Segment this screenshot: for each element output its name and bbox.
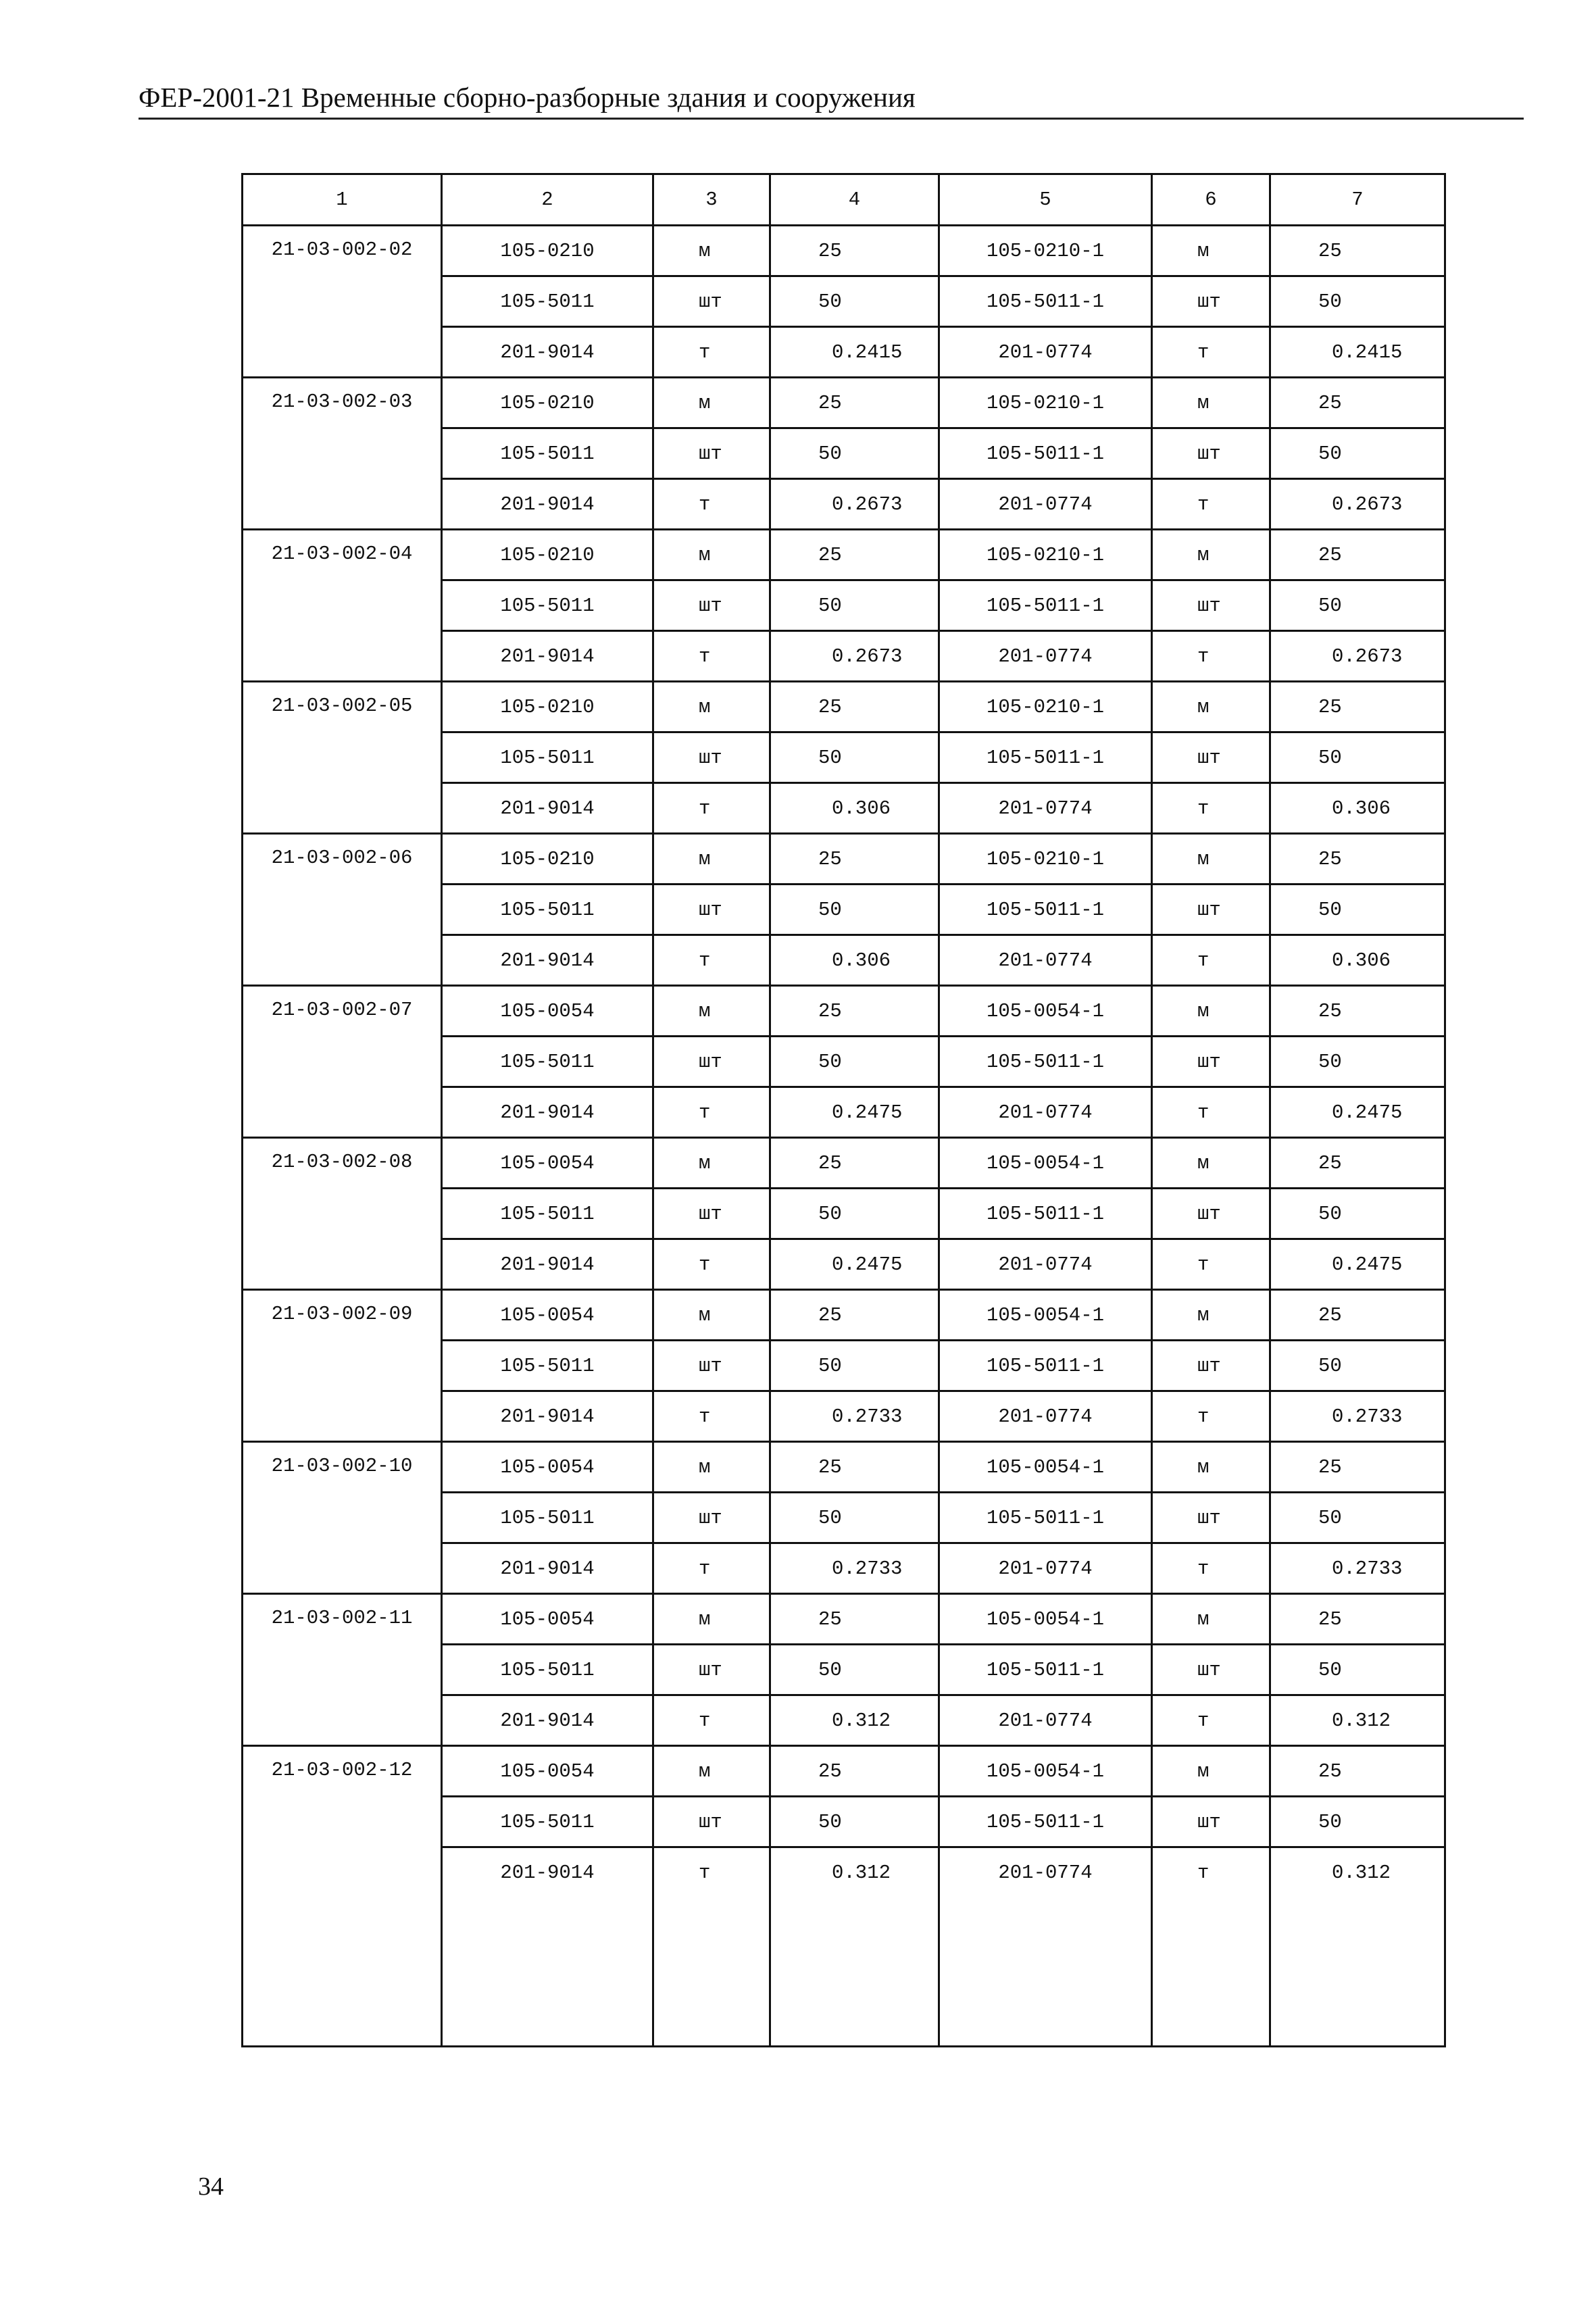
replacement-code-cell: 201-0774: [939, 327, 1152, 378]
quantity-cell: 0.2733: [770, 1391, 939, 1442]
replacement-quantity-cell: 50: [1270, 732, 1445, 783]
resource-code-cell: 201-9014: [442, 631, 653, 682]
blank-cell: [770, 1897, 939, 2047]
quantity-cell: 0.2475: [770, 1087, 939, 1138]
resource-code-cell: 105-5011: [442, 1341, 653, 1391]
quantity-cell: 50: [770, 276, 939, 327]
norm-code-cell: 21-03-002-02: [243, 226, 442, 378]
replacement-code-cell: 105-5011-1: [939, 1341, 1152, 1391]
replacement-code-cell: 201-0774: [939, 479, 1152, 530]
quantity-cell: 0.312: [770, 1847, 939, 1897]
unit-cell: т: [653, 1695, 770, 1746]
quantity-cell: 50: [770, 732, 939, 783]
replacement-quantity-cell: 25: [1270, 226, 1445, 276]
resource-code-cell: 105-0054: [442, 1442, 653, 1493]
unit-cell: шт: [653, 580, 770, 631]
table-row: [243, 1746, 1445, 1797]
unit-cell: т: [653, 1087, 770, 1138]
replacement-unit-cell: шт: [1152, 1189, 1270, 1239]
unit-cell: шт: [653, 1189, 770, 1239]
replacement-quantity-cell: 0.2733: [1270, 1391, 1445, 1442]
norm-code-cell: 21-03-002-04: [243, 530, 442, 682]
unit-cell: т: [653, 1239, 770, 1290]
replacement-unit-cell: шт: [1152, 885, 1270, 935]
resource-code-cell: 201-9014: [442, 1543, 653, 1594]
replacement-quantity-cell: 0.2475: [1270, 1087, 1445, 1138]
replacement-quantity-cell: 25: [1270, 1290, 1445, 1341]
replacement-unit-cell: т: [1152, 327, 1270, 378]
replacement-unit-cell: т: [1152, 783, 1270, 834]
column-header: 6: [1152, 174, 1270, 226]
replacement-code-cell: 201-0774: [939, 631, 1152, 682]
quantity-cell: 0.2475: [770, 1239, 939, 1290]
replacement-unit-cell: м: [1152, 682, 1270, 732]
resource-code-cell: 105-0054: [442, 1290, 653, 1341]
table-row: [243, 682, 1445, 732]
replacement-quantity-cell: 50: [1270, 1797, 1445, 1847]
replacement-quantity-cell: 0.2673: [1270, 631, 1445, 682]
replacement-unit-cell: т: [1152, 479, 1270, 530]
replacement-quantity-cell: 25: [1270, 1746, 1445, 1797]
unit-cell: м: [653, 1594, 770, 1645]
replacement-code-cell: 105-5011-1: [939, 428, 1152, 479]
replacement-quantity-cell: 0.2673: [1270, 479, 1445, 530]
quantity-cell: 50: [770, 1493, 939, 1543]
replacement-quantity-cell: 50: [1270, 1645, 1445, 1695]
replacement-code-cell: 201-0774: [939, 1391, 1152, 1442]
unit-cell: шт: [653, 1645, 770, 1695]
replacement-quantity-cell: 0.312: [1270, 1695, 1445, 1746]
replacement-unit-cell: шт: [1152, 1797, 1270, 1847]
replacement-quantity-cell: 50: [1270, 885, 1445, 935]
resource-code-cell: 201-9014: [442, 1087, 653, 1138]
norm-code-cell: 21-03-002-09: [243, 1290, 442, 1442]
unit-cell: шт: [653, 1341, 770, 1391]
replacement-code-cell: 105-5011-1: [939, 1797, 1152, 1847]
replacement-quantity-cell: 25: [1270, 986, 1445, 1037]
replacement-code-cell: 105-0054-1: [939, 1442, 1152, 1493]
table-row: [243, 834, 1445, 885]
replacement-code-cell: 201-0774: [939, 1087, 1152, 1138]
replacement-unit-cell: т: [1152, 1695, 1270, 1746]
resource-code-cell: 105-5011: [442, 276, 653, 327]
norm-code-cell: 21-03-002-06: [243, 834, 442, 986]
quantity-cell: 50: [770, 428, 939, 479]
quantity-cell: 0.2673: [770, 479, 939, 530]
unit-cell: т: [653, 327, 770, 378]
column-number-row: [243, 174, 1445, 226]
replacement-quantity-cell: 25: [1270, 378, 1445, 428]
resource-code-cell: 105-0210: [442, 378, 653, 428]
replacement-unit-cell: шт: [1152, 276, 1270, 327]
replacement-code-cell: 105-5011-1: [939, 276, 1152, 327]
unit-cell: шт: [653, 732, 770, 783]
unit-cell: т: [653, 631, 770, 682]
resource-code-cell: 105-0054: [442, 1138, 653, 1189]
replacement-code-cell: 105-0210-1: [939, 682, 1152, 732]
quantity-cell: 25: [770, 1442, 939, 1493]
table-row: [243, 530, 1445, 580]
table-row: [243, 1594, 1445, 1645]
resource-code-cell: 201-9014: [442, 327, 653, 378]
replacement-code-cell: 105-0210-1: [939, 834, 1152, 885]
table-row: [243, 986, 1445, 1037]
resource-code-cell: 105-5011: [442, 1189, 653, 1239]
replacement-code-cell: 201-0774: [939, 783, 1152, 834]
table-header: [243, 174, 1445, 226]
replacement-quantity-cell: 50: [1270, 1189, 1445, 1239]
table-row: [243, 1290, 1445, 1341]
resource-code-cell: 105-5011: [442, 885, 653, 935]
quantity-cell: 25: [770, 1138, 939, 1189]
replacement-code-cell: 105-5011-1: [939, 1189, 1152, 1239]
unit-cell: т: [653, 479, 770, 530]
blank-cell: [442, 1897, 653, 2047]
table-row: [243, 1138, 1445, 1189]
resource-code-cell: 105-0054: [442, 1594, 653, 1645]
replacement-code-cell: 201-0774: [939, 1239, 1152, 1290]
unit-cell: м: [653, 378, 770, 428]
replacement-code-cell: 105-5011-1: [939, 1493, 1152, 1543]
quantity-cell: 50: [770, 885, 939, 935]
resource-code-cell: 201-9014: [442, 783, 653, 834]
replacement-code-cell: 105-5011-1: [939, 1037, 1152, 1087]
quantity-cell: 0.306: [770, 935, 939, 986]
quantity-cell: 0.2415: [770, 327, 939, 378]
column-header: 7: [1270, 174, 1445, 226]
unit-cell: м: [653, 682, 770, 732]
replacement-quantity-cell: 50: [1270, 276, 1445, 327]
blank-cell: [1152, 1897, 1270, 2047]
unit-cell: шт: [653, 885, 770, 935]
resource-code-cell: 201-9014: [442, 479, 653, 530]
resource-code-cell: 105-0054: [442, 1746, 653, 1797]
replacement-quantity-cell: 50: [1270, 1037, 1445, 1087]
resource-replacement-table: [241, 173, 1446, 2047]
replacement-unit-cell: т: [1152, 1391, 1270, 1442]
unit-cell: м: [653, 1746, 770, 1797]
resource-code-cell: 105-5011: [442, 732, 653, 783]
replacement-unit-cell: м: [1152, 1746, 1270, 1797]
column-header: 5: [939, 174, 1152, 226]
resource-code-cell: 201-9014: [442, 1391, 653, 1442]
replacement-code-cell: 201-0774: [939, 1543, 1152, 1594]
quantity-cell: 25: [770, 1594, 939, 1645]
norm-code-cell: 21-03-002-11: [243, 1594, 442, 1746]
table-row: [243, 1442, 1445, 1493]
quantity-cell: 25: [770, 378, 939, 428]
unit-cell: м: [653, 986, 770, 1037]
column-header: 4: [770, 174, 939, 226]
quantity-cell: 25: [770, 986, 939, 1037]
unit-cell: т: [653, 935, 770, 986]
replacement-unit-cell: м: [1152, 226, 1270, 276]
replacement-quantity-cell: 50: [1270, 428, 1445, 479]
resource-code-cell: 201-9014: [442, 1695, 653, 1746]
quantity-cell: 0.2733: [770, 1543, 939, 1594]
replacement-unit-cell: т: [1152, 1847, 1270, 1897]
resource-code-cell: 105-0210: [442, 682, 653, 732]
replacement-code-cell: 201-0774: [939, 935, 1152, 986]
resource-code-cell: 105-0210: [442, 530, 653, 580]
replacement-quantity-cell: 0.2475: [1270, 1239, 1445, 1290]
resource-code-cell: 201-9014: [442, 1239, 653, 1290]
replacement-quantity-cell: 0.312: [1270, 1847, 1445, 1897]
resource-code-cell: 105-0210: [442, 226, 653, 276]
unit-cell: т: [653, 1391, 770, 1442]
replacement-quantity-cell: 50: [1270, 1493, 1445, 1543]
resource-code-cell: 105-0054: [442, 986, 653, 1037]
replacement-code-cell: 105-5011-1: [939, 1645, 1152, 1695]
replacement-quantity-cell: 25: [1270, 1138, 1445, 1189]
replacement-code-cell: 105-0210-1: [939, 378, 1152, 428]
replacement-unit-cell: м: [1152, 1594, 1270, 1645]
resource-code-cell: 105-0210: [442, 834, 653, 885]
replacement-code-cell: 105-0054-1: [939, 1138, 1152, 1189]
unit-cell: м: [653, 1442, 770, 1493]
replacement-unit-cell: м: [1152, 1442, 1270, 1493]
resource-code-cell: 105-5011: [442, 1037, 653, 1087]
replacement-code-cell: 105-0210-1: [939, 226, 1152, 276]
replacement-unit-cell: шт: [1152, 1037, 1270, 1087]
quantity-cell: 50: [770, 580, 939, 631]
quantity-cell: 50: [770, 1189, 939, 1239]
quantity-cell: 25: [770, 226, 939, 276]
resource-code-cell: 201-9014: [442, 935, 653, 986]
replacement-quantity-cell: 0.2415: [1270, 327, 1445, 378]
replacement-quantity-cell: 0.306: [1270, 783, 1445, 834]
page-number: 34: [198, 2172, 224, 2201]
replacement-code-cell: 105-0054-1: [939, 1746, 1152, 1797]
unit-cell: м: [653, 834, 770, 885]
table-body: [243, 226, 1445, 2047]
document-title: ФЕР-2001-21 Временные сборно-разборные здания и сооружения: [139, 82, 916, 113]
unit-cell: м: [653, 1290, 770, 1341]
unit-cell: шт: [653, 1037, 770, 1087]
blank-cell: [939, 1897, 1152, 2047]
unit-cell: шт: [653, 1493, 770, 1543]
resource-code-cell: 105-5011: [442, 1645, 653, 1695]
replacement-code-cell: 201-0774: [939, 1847, 1152, 1897]
replacement-code-cell: 105-5011-1: [939, 885, 1152, 935]
resource-code-cell: 105-5011: [442, 1493, 653, 1543]
replacement-unit-cell: м: [1152, 378, 1270, 428]
unit-cell: шт: [653, 276, 770, 327]
quantity-cell: 50: [770, 1341, 939, 1391]
replacement-unit-cell: шт: [1152, 428, 1270, 479]
quantity-cell: 25: [770, 530, 939, 580]
column-header: 3: [653, 174, 770, 226]
resource-code-cell: 201-9014: [442, 1847, 653, 1897]
replacement-code-cell: 105-5011-1: [939, 732, 1152, 783]
quantity-cell: 0.312: [770, 1695, 939, 1746]
page-header: [139, 76, 1524, 120]
replacement-unit-cell: м: [1152, 834, 1270, 885]
blank-cell: [653, 1897, 770, 2047]
replacement-unit-cell: шт: [1152, 1341, 1270, 1391]
table-row: [243, 226, 1445, 276]
unit-cell: м: [653, 530, 770, 580]
norm-code-cell: 21-03-002-05: [243, 682, 442, 834]
replacement-code-cell: 201-0774: [939, 1695, 1152, 1746]
replacement-quantity-cell: 25: [1270, 1594, 1445, 1645]
replacement-unit-cell: м: [1152, 530, 1270, 580]
norm-code-cell: 21-03-002-08: [243, 1138, 442, 1290]
replacement-quantity-cell: 25: [1270, 1442, 1445, 1493]
replacement-quantity-cell: 25: [1270, 530, 1445, 580]
norm-code-cell: 21-03-002-12: [243, 1746, 442, 2047]
column-header: 2: [442, 174, 653, 226]
norm-code-cell: 21-03-002-03: [243, 378, 442, 530]
unit-cell: м: [653, 226, 770, 276]
quantity-cell: 0.2673: [770, 631, 939, 682]
replacement-unit-cell: шт: [1152, 1645, 1270, 1695]
unit-cell: шт: [653, 1797, 770, 1847]
unit-cell: шт: [653, 428, 770, 479]
resource-code-cell: 105-5011: [442, 580, 653, 631]
replacement-unit-cell: т: [1152, 1239, 1270, 1290]
replacement-unit-cell: м: [1152, 1290, 1270, 1341]
resource-code-cell: 105-5011: [442, 1797, 653, 1847]
quantity-cell: 0.306: [770, 783, 939, 834]
replacement-unit-cell: м: [1152, 1138, 1270, 1189]
replacement-unit-cell: т: [1152, 1543, 1270, 1594]
replacement-quantity-cell: 50: [1270, 580, 1445, 631]
replacement-quantity-cell: 25: [1270, 834, 1445, 885]
replacement-code-cell: 105-0054-1: [939, 1290, 1152, 1341]
quantity-cell: 25: [770, 1746, 939, 1797]
replacement-unit-cell: т: [1152, 631, 1270, 682]
replacement-unit-cell: м: [1152, 986, 1270, 1037]
replacement-quantity-cell: 0.2733: [1270, 1543, 1445, 1594]
column-header: 1: [243, 174, 442, 226]
norm-code-cell: 21-03-002-07: [243, 986, 442, 1138]
quantity-cell: 25: [770, 1290, 939, 1341]
replacement-unit-cell: шт: [1152, 1493, 1270, 1543]
quantity-cell: 25: [770, 834, 939, 885]
replacement-code-cell: 105-0054-1: [939, 986, 1152, 1037]
unit-cell: т: [653, 783, 770, 834]
norm-code-cell: 21-03-002-10: [243, 1442, 442, 1594]
quantity-cell: 50: [770, 1797, 939, 1847]
replacement-unit-cell: т: [1152, 935, 1270, 986]
replacement-code-cell: 105-0054-1: [939, 1594, 1152, 1645]
unit-cell: м: [653, 1138, 770, 1189]
blank-cell: [1270, 1897, 1445, 2047]
replacement-code-cell: 105-5011-1: [939, 580, 1152, 631]
quantity-cell: 25: [770, 682, 939, 732]
resource-code-cell: 105-5011: [442, 428, 653, 479]
quantity-cell: 50: [770, 1645, 939, 1695]
replacement-quantity-cell: 0.306: [1270, 935, 1445, 986]
table-row: [243, 378, 1445, 428]
replacement-unit-cell: шт: [1152, 580, 1270, 631]
replacement-code-cell: 105-0210-1: [939, 530, 1152, 580]
unit-cell: т: [653, 1847, 770, 1897]
replacement-quantity-cell: 25: [1270, 682, 1445, 732]
quantity-cell: 50: [770, 1037, 939, 1087]
replacement-unit-cell: т: [1152, 1087, 1270, 1138]
replacement-unit-cell: шт: [1152, 732, 1270, 783]
replacement-quantity-cell: 50: [1270, 1341, 1445, 1391]
unit-cell: т: [653, 1543, 770, 1594]
